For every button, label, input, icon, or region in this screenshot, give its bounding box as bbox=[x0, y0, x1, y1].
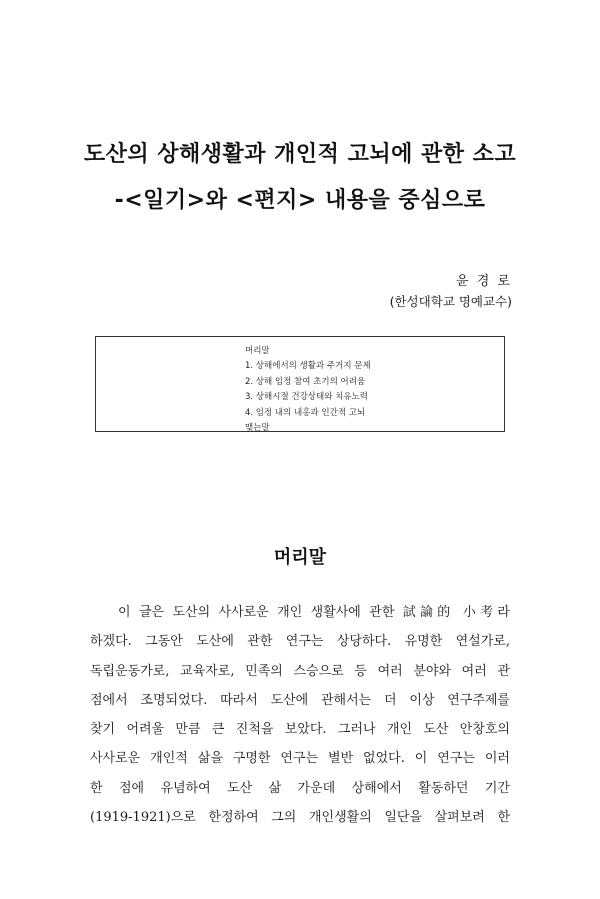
toc-item-4: 4. 임정 내의 내홍과 인간적 고뇌 bbox=[245, 407, 366, 418]
author-name: 윤 경 로 bbox=[456, 274, 512, 289]
toc-item-3: 3. 상해시절 건강상태와 치유노력 bbox=[245, 392, 368, 403]
author-affiliation: (한성대학교 명예교수) bbox=[389, 294, 512, 309]
toc-item-1: 1. 상해에서의 생활과 주거지 문제 bbox=[245, 361, 371, 372]
paper-title: 도산의 상해생활과 개인적 고뇌에 관한 소고 bbox=[83, 142, 517, 167]
body-line: 찾기 어려울 만큼 큰 진척을 보았다. 그러나 개인 도산 안창호의 bbox=[90, 722, 510, 738]
section-heading: 머리말 bbox=[273, 547, 327, 568]
body-line: 독립운동가로, 교육자로, 민족의 스승으로 등 여러 분야와 여러 관 bbox=[90, 663, 510, 679]
body-line: 점에서 조명되었다. 따라서 도산에 관해서는 더 이상 연구주제를 bbox=[90, 692, 510, 708]
toc-item-intro: 머리말 bbox=[245, 346, 270, 356]
body-line: 사사로운 개인적 삶을 구명한 연구는 별반 없었다. 이 연구는 이러 bbox=[90, 751, 510, 767]
body-line: 이 글은 도산의 사사로운 개인 생활사에 관한 試論的 小考라 bbox=[118, 605, 510, 620]
toc-item-2: 2. 상해 임정 참여 초기의 어려움 bbox=[245, 376, 366, 387]
body-line: (1919-1921)으로 한정하여 그의 개인생활의 일단을 살펴보려 한 bbox=[90, 810, 510, 826]
paper-subtitle: -<일기>와 <편지> 내용을 중심으로 bbox=[114, 188, 486, 213]
table-of-contents bbox=[95, 336, 505, 432]
body-line: 하겠다. 그동안 도산에 관한 연구는 상당하다. 유명한 연설가로, bbox=[90, 634, 510, 650]
toc-list bbox=[245, 344, 371, 436]
body-paragraph bbox=[90, 598, 510, 832]
body-line: 한 점에 유념하여 도산 삶 가운데 상해에서 활동하던 기간 bbox=[90, 780, 510, 796]
toc-item-conclusion: 맺는말 bbox=[245, 423, 270, 434]
